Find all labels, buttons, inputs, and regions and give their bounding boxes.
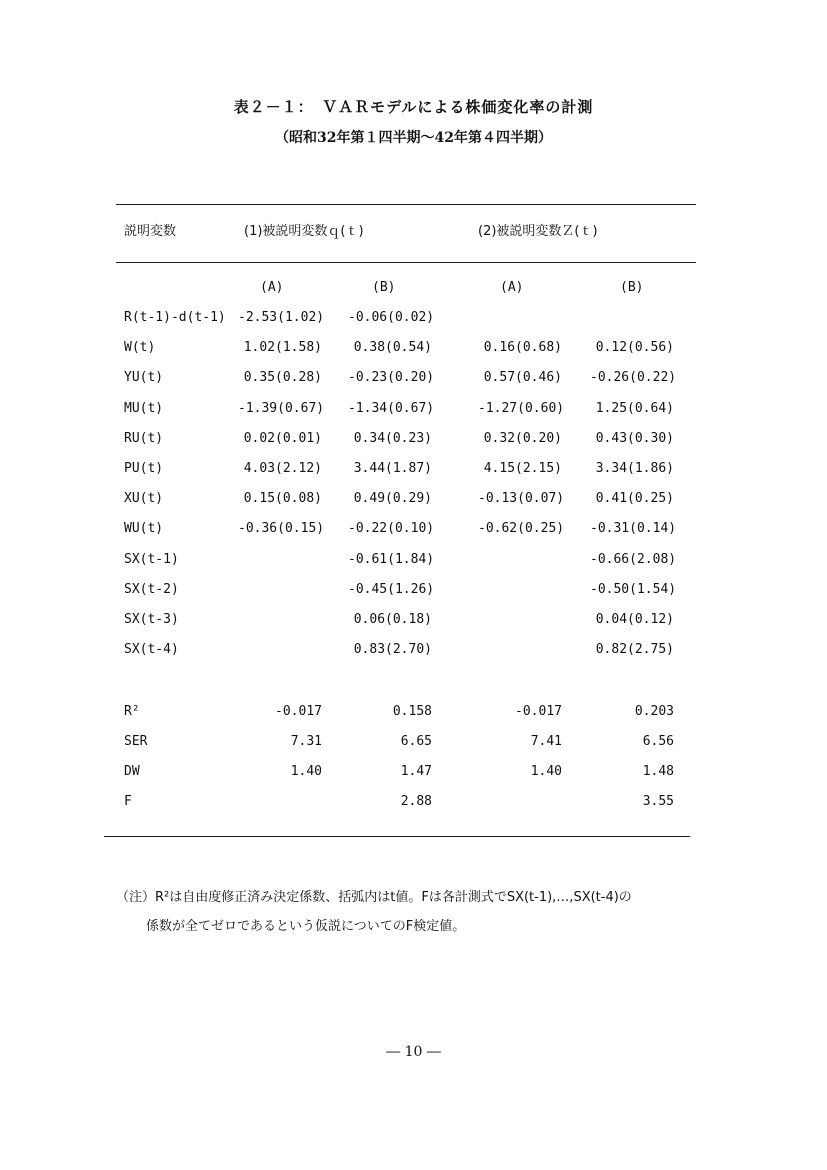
stat-row (0, 794, 827, 816)
row-label: RU(t) (124, 430, 164, 446)
cell-value: 0.02(0.01) (243, 430, 322, 446)
row-label: SX(t-4) (124, 642, 179, 658)
cell-value: 3.34(1.86) (595, 461, 674, 476)
bottom-rule (104, 836, 690, 837)
cell-value: 1.25(0.64) (595, 400, 674, 416)
cell-value: -1.39(0.67) (238, 400, 325, 416)
row-label: R(t-1)-d(t-1) (124, 310, 226, 325)
cell-value: -0.31(0.14) (590, 521, 677, 537)
table-row (0, 310, 827, 332)
subheader-1a: (A) (260, 280, 284, 295)
cell-value: 0.34(0.23) (353, 430, 432, 446)
page-number: ― 10 ― (386, 1044, 441, 1060)
top-rule (116, 204, 696, 205)
cell-value: -1.27(0.60) (478, 400, 565, 416)
cell-value: -0.50(1.54) (590, 581, 677, 597)
header-rule (116, 262, 696, 263)
table-row (0, 642, 827, 664)
cell-value: 1.40 (530, 764, 562, 779)
subheader-1b: (B) (372, 280, 396, 295)
table-title: 表２－１： ＶＡＲモデルによる株価変化率の計測 (233, 98, 594, 116)
row-label: XU(t) (124, 491, 164, 507)
cell-value: 0.83(2.70) (353, 642, 432, 658)
subheader-2a: (A) (500, 280, 524, 295)
cell-value: -0.017 (275, 704, 322, 719)
row-label: WU(t) (124, 521, 164, 537)
cell-value: -0.06(0.02) (348, 310, 435, 325)
cell-value: -0.66(2.08) (590, 551, 677, 567)
stat-row (0, 704, 827, 726)
table-row (0, 340, 827, 362)
row-label: W(t) (124, 340, 156, 356)
table-row (0, 431, 827, 453)
cell-value: 0.12(0.56) (595, 340, 674, 356)
stat-row (0, 764, 827, 786)
cell-value: 4.15(2.15) (483, 461, 562, 476)
header-group-1: (1)被説明変数ｑ(ｔ) (244, 224, 364, 239)
table-row (0, 552, 827, 574)
row-label: MU(t) (124, 400, 164, 416)
cell-value: 4.03(2.12) (243, 461, 322, 476)
row-label: F (124, 794, 132, 809)
row-label: YU(t) (124, 370, 164, 386)
cell-value: 1.40 (290, 764, 322, 779)
row-label: SER (124, 734, 148, 749)
cell-value: 0.57(0.46) (483, 370, 562, 386)
row-label: PU(t) (124, 461, 164, 476)
cell-value: -0.13(0.07) (478, 491, 565, 507)
cell-value: 0.04(0.12) (595, 612, 674, 627)
cell-value: 7.31 (290, 734, 322, 749)
cell-value: 6.65 (400, 734, 432, 749)
footnote-line-1: （注）R²は自由度修正済み決定係数、括弧内はt値。Fは各計測式でSX(t-1),…,SX(t-4)の (116, 890, 632, 905)
cell-value: -0.22(0.10) (348, 521, 435, 537)
table-row (0, 401, 827, 423)
row-label: SX(t-3) (124, 612, 179, 627)
cell-value: 0.158 (392, 704, 432, 719)
header-explanatory: 説明変数 (124, 224, 177, 239)
cell-value: 0.15(0.08) (243, 491, 322, 507)
cell-value: 0.16(0.68) (483, 340, 562, 356)
cell-value: -0.45(1.26) (348, 581, 435, 597)
cell-value: 2.88 (400, 794, 432, 809)
cell-value: -0.36(0.15) (238, 521, 325, 537)
row-label: R² (124, 704, 140, 719)
cell-value: 7.41 (530, 734, 562, 749)
cell-value: 3.55 (642, 794, 674, 809)
cell-value: 0.43(0.30) (595, 430, 674, 446)
cell-value: 3.44(1.87) (353, 461, 432, 476)
footnote-line-2: 係数が全てゼロであるという仮説についてのF検定値。 (146, 919, 466, 934)
cell-value: 1.47 (400, 764, 432, 779)
cell-value: 0.32(0.20) (483, 430, 562, 446)
cell-value: 0.49(0.29) (353, 491, 432, 507)
table-row (0, 370, 827, 392)
cell-value: -0.62(0.25) (478, 521, 565, 537)
row-label: DW (124, 764, 140, 779)
row-label: SX(t-2) (124, 581, 179, 597)
cell-value: 0.06(0.18) (353, 612, 432, 627)
cell-value: 1.02(1.58) (243, 340, 322, 356)
cell-value: -0.61(1.84) (348, 551, 435, 567)
cell-value: 6.56 (642, 734, 674, 749)
table-row (0, 582, 827, 604)
table-row (0, 521, 827, 543)
table-row (0, 461, 827, 483)
cell-value: -1.34(0.67) (348, 400, 435, 416)
cell-value: 0.38(0.54) (353, 340, 432, 356)
cell-value: -2.53(1.02) (238, 310, 325, 325)
subheader-2b: (B) (620, 280, 644, 295)
stat-row (0, 734, 827, 756)
cell-value: 0.41(0.25) (595, 491, 674, 507)
header-group-2: (2)被説明変数Ｚ(ｔ) (478, 224, 598, 239)
cell-value: 0.82(2.75) (595, 642, 674, 658)
cell-value: 0.35(0.28) (243, 370, 322, 386)
cell-value: -0.23(0.20) (348, 370, 435, 386)
row-label: SX(t-1) (124, 551, 179, 567)
table-row (0, 491, 827, 513)
table-subtitle: （昭和32年第１四半期～42年第４四半期） (275, 130, 552, 146)
cell-value: 0.203 (634, 704, 674, 719)
cell-value: 1.48 (642, 764, 674, 779)
cell-value: -0.017 (515, 704, 562, 719)
table-row (0, 612, 827, 634)
cell-value: -0.26(0.22) (590, 370, 677, 386)
